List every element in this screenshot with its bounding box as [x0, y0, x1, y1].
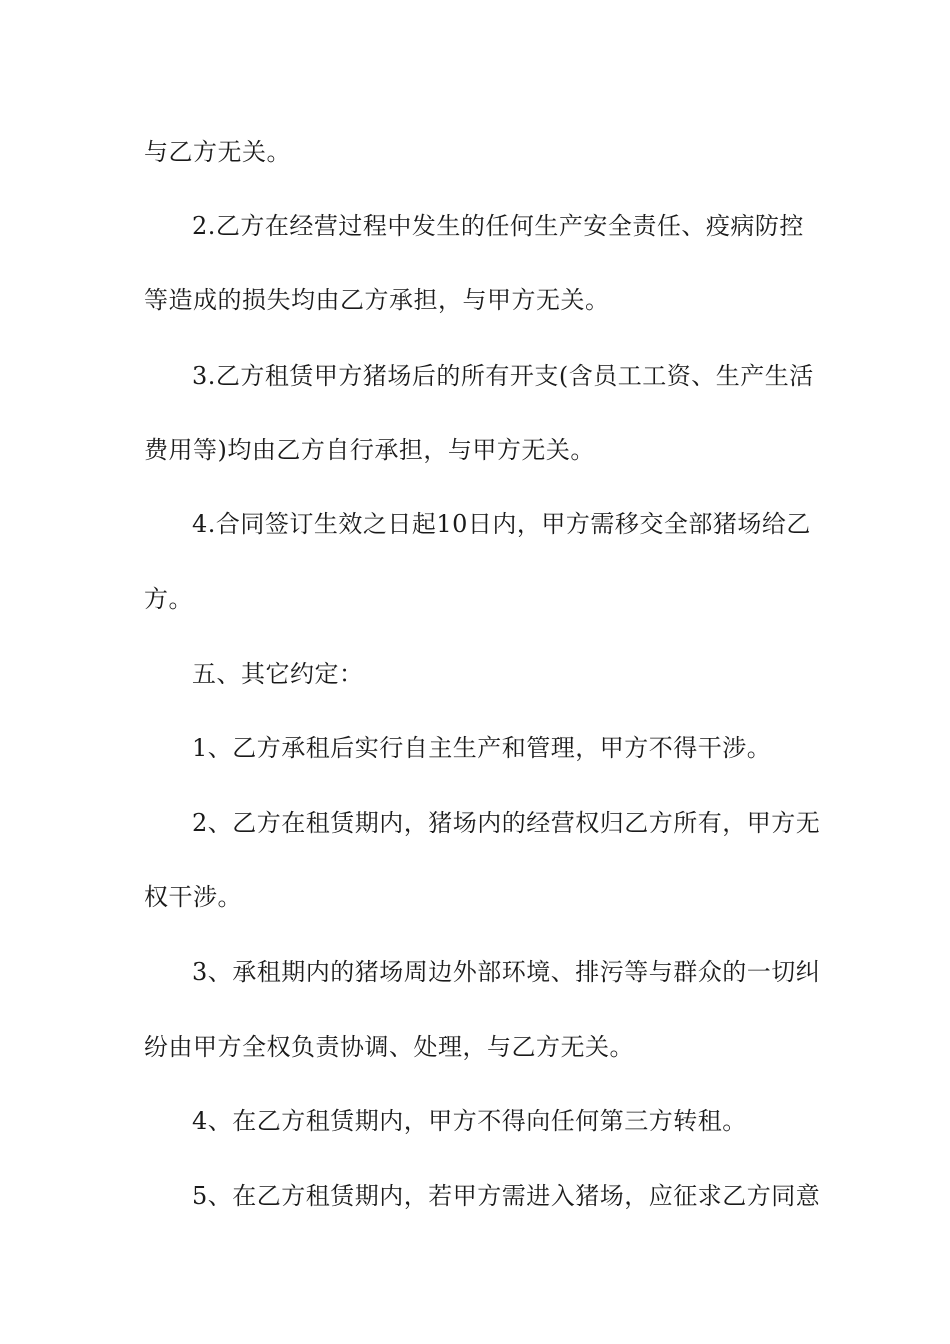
text-line-2: 2.乙方在经营过程中发生的任何生产安全责任、疫病防控: [192, 212, 804, 240]
text-line-11: 权干涉。: [144, 883, 242, 911]
section-heading: 五、其它约定：: [192, 660, 364, 688]
text-line-9: 1、乙方承租后实行自主生产和管理，甲方不得干涉。: [192, 734, 772, 762]
text-line-4: 3.乙方租赁甲方猪场后的所有开支(含员工工资、生产生活: [192, 362, 814, 390]
text-line-7: 方。: [144, 585, 193, 613]
text-line-13: 纷由甲方全权负责协调、处理，与乙方无关。: [144, 1033, 634, 1061]
text-line-14: 4、在乙方租赁期内，甲方不得向任何第三方转租。: [192, 1107, 747, 1135]
text-line-1: 与乙方无关。: [144, 138, 291, 166]
text-line-12: 3、承租期内的猪场周边外部环境、排污等与群众的一切纠: [192, 958, 821, 986]
text-line-5: 费用等)均由乙方自行承担，与甲方无关。: [144, 436, 595, 464]
text-line-3: 等造成的损失均由乙方承担，与甲方无关。: [144, 286, 610, 314]
text-line-10: 2、乙方在租赁期内，猪场内的经营权归乙方所有，甲方无: [192, 809, 821, 837]
text-line-6: 4.合同签订生效之日起10日内，甲方需移交全部猪场给乙: [192, 510, 811, 538]
text-line-15: 5、在乙方租赁期内，若甲方需进入猪场，应征求乙方同意: [192, 1182, 821, 1210]
